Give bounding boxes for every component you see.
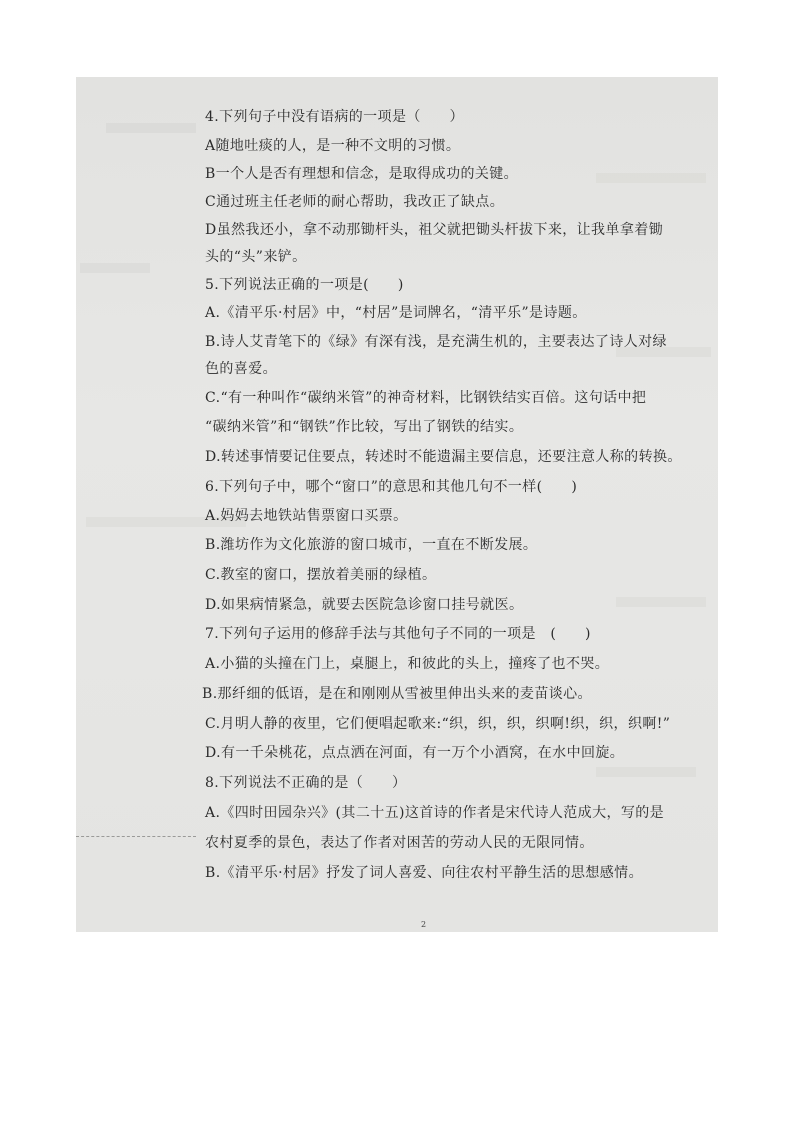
q8-option-a: A.《四时田园杂兴》(其二十五)这首诗的作者是宋代诗人范成大，写的是 [205, 805, 665, 821]
page-number: 2 [421, 920, 427, 929]
q5-option-c: C.“有一种叫作“碳纳米管”的神奇材料，比钢铁结实百倍。这句话中把 [205, 390, 647, 406]
q7-option-c: C.月明人静的夜里，它们便唱起歌来:“织，织，织，织啊!织，织，织啊!” [205, 716, 671, 732]
q7-option-a: A.小猫的头撞在门上，桌腿上，和彼此的头上，撞疼了也不哭。 [205, 656, 610, 672]
q7-stem: 7.下列句子运用的修辞手法与其他句子不同的一项是 ( ) [205, 626, 591, 642]
q8-option-a-cont: 农村夏季的景色，表达了作者对困苦的劳动人民的无限同情。 [205, 835, 594, 851]
q5-option-c-cont: “碳纳米管”和“钢铁”作比较，写出了钢铁的结实。 [205, 419, 524, 435]
q5-option-b: B.诗人艾青笔下的《绿》有深有浅，是充满生机的，主要表达了诗人对绿 [205, 334, 667, 350]
q4-option-c: C通过班主任老师的耐心帮助，我改正了缺点。 [205, 194, 505, 210]
q7-option-b: B.那纤细的低语，是在和刚刚从雪被里伸出头来的麦苗谈心。 [202, 686, 592, 702]
q7-option-d: D.有一千朵桃花，点点洒在河面，有一万个小酒窝，在水中回旋。 [205, 745, 625, 761]
q5-option-a: A.《清平乐·村居》中，“村居”是词牌名，“清平乐”是诗题。 [205, 305, 587, 321]
q4-option-d: D虽然我还小，拿不动那锄杆头，祖父就把锄头杆拔下来，让我单拿着锄 [205, 222, 664, 238]
bleed-through-shadow [616, 597, 706, 607]
q4-option-a: A随地吐痰的人，是一种不文明的习惯。 [205, 138, 461, 154]
q4-option-b: B一个人是否有理想和信念，是取得成功的关键。 [205, 166, 519, 182]
q6-option-b: B.潍坊作为文化旅游的窗口城市，一直在不断发展。 [205, 537, 538, 553]
q6-option-c: C.教室的窗口，摆放着美丽的绿植。 [205, 567, 437, 583]
q8-stem: 8.下列说法不正确的是（ ） [205, 775, 407, 791]
q5-option-d: D.转述事情要记住要点，转述时不能遗漏主要信息，还要注意人称的转换。 [205, 449, 682, 465]
q4-option-d-cont: 头的“头”来铲。 [205, 249, 307, 265]
q5-option-b-cont: 色的喜爱。 [205, 361, 277, 377]
q6-option-d: D.如果病情紧急，就要去医院急诊窗口挂号就医。 [205, 597, 524, 613]
q6-stem: 6.下列句子中，哪个“窗口”的意思和其他几句不一样( ) [205, 479, 578, 495]
bleed-through-shadow [596, 173, 706, 183]
bleed-through-shadow [596, 767, 696, 777]
q6-option-a: A.妈妈去地铁站售票窗口买票。 [205, 508, 408, 524]
q8-option-b: B.《清平乐·村居》抒发了词人喜爱、向往农村平静生活的思想感情。 [205, 865, 643, 881]
bleed-through-shadow [106, 123, 196, 133]
bleed-through-shadow [80, 263, 150, 273]
scan-rule-line [76, 836, 196, 837]
q4-stem: 4.下列句子中没有语病的一项是（ ） [205, 109, 464, 125]
q5-stem: 5.下列说法正确的一项是( ) [205, 277, 404, 293]
